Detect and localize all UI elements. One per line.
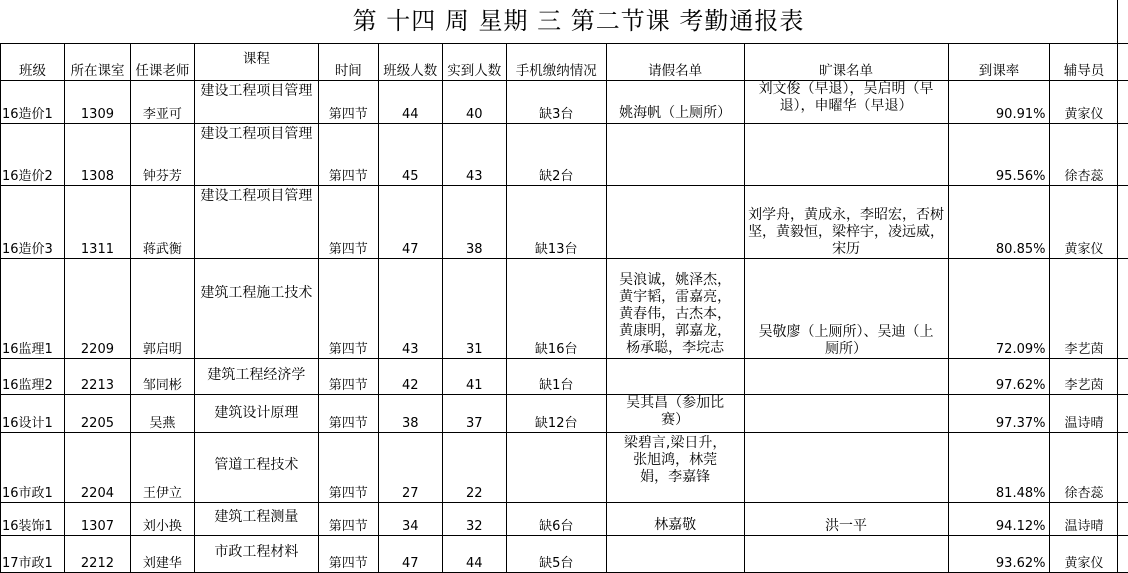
cell-time: 第四节: [318, 394, 378, 432]
cell-rate: 93.62%: [948, 535, 1050, 572]
cell-class: 16装饰1: [1, 502, 65, 535]
table-row: [1, 502, 1128, 535]
blank-cell: [1118, 258, 1128, 358]
cell-time: 第四节: [318, 358, 378, 394]
cell-phones: 缺1台: [506, 358, 606, 394]
cell-enrolled: 43: [378, 258, 442, 358]
cell-counselor: 黄家仪: [1050, 80, 1118, 123]
cell-leave: [606, 535, 744, 572]
cell-absent: 刘学舟，黄成永，李昭宏，否树坚，黄毅恒，梁梓宇，凌远威，宋历: [744, 185, 948, 258]
cell-course: 建筑设计原理: [194, 394, 318, 432]
cell-rate: 97.62%: [948, 358, 1050, 394]
cell-leave: [606, 185, 744, 258]
header-rate: 到课率: [948, 43, 1050, 80]
cell-course: 市政工程材料: [194, 535, 318, 572]
cell-rate: 72.09%: [948, 258, 1050, 358]
cell-time: 第四节: [318, 432, 378, 502]
cell-enrolled: 34: [378, 502, 442, 535]
blank-cell: [1118, 185, 1128, 258]
table-row: [1, 123, 1128, 185]
cell-counselor: 李艺茵: [1050, 258, 1118, 358]
header-counselor: 辅导员: [1050, 43, 1118, 80]
header-present: 实到人数: [442, 43, 506, 80]
cell-counselor: 黄家仪: [1050, 535, 1118, 572]
blank-cell: [1118, 43, 1128, 80]
cell-rate: 81.48%: [948, 432, 1050, 502]
blank-cell: [1118, 432, 1128, 502]
cell-teacher: 刘建华: [130, 535, 194, 572]
cell-teacher: 蒋武衡: [130, 185, 194, 258]
cell-phones: 缺16台: [506, 258, 606, 358]
cell-course: 建筑工程施工技术: [194, 258, 318, 358]
cell-phones: [506, 432, 606, 502]
cell-enrolled: 47: [378, 185, 442, 258]
cell-phones: 缺13台: [506, 185, 606, 258]
cell-leave: 吴其昌（参加比赛）: [606, 394, 744, 432]
cell-class: 16设计1: [1, 394, 65, 432]
table-row: [1, 432, 1128, 502]
cell-teacher: 王伊立: [130, 432, 194, 502]
cell-teacher: 李亚可: [130, 80, 194, 123]
blank-cell: [1118, 0, 1128, 43]
table-row: [1, 80, 1128, 123]
cell-leave: [606, 123, 744, 185]
cell-absent: [744, 123, 948, 185]
cell-time: 第四节: [318, 535, 378, 572]
cell-room: 2213: [64, 358, 130, 394]
cell-absent: [744, 432, 948, 502]
cell-counselor: 徐杏蕊: [1050, 123, 1118, 185]
cell-counselor: 温诗晴: [1050, 394, 1118, 432]
cell-counselor: 黄家仪: [1050, 185, 1118, 258]
cell-leave: [606, 358, 744, 394]
cell-course: 管道工程技术: [194, 432, 318, 502]
cell-time: 第四节: [318, 123, 378, 185]
header-time: 时间: [318, 43, 378, 80]
cell-absent: [744, 358, 948, 394]
cell-room: 1307: [64, 502, 130, 535]
cell-enrolled: 45: [378, 123, 442, 185]
cell-teacher: 邹同彬: [130, 358, 194, 394]
cell-class: 16监理2: [1, 358, 65, 394]
cell-course: 建筑工程测量: [194, 502, 318, 535]
cell-present: 41: [442, 358, 506, 394]
cell-room: 2204: [64, 432, 130, 502]
cell-phones: 缺3台: [506, 80, 606, 123]
cell-leave: 吴浪诚，姚泽杰，黄宇韬，雷嘉亮，黄春伟，古杰本，黄康明，郭嘉龙，杨承聪，李垸志: [606, 258, 744, 358]
table-row: [1, 185, 1128, 258]
cell-teacher: 刘小换: [130, 502, 194, 535]
header-absent: 旷课名单: [744, 43, 948, 80]
cell-phones: 缺5台: [506, 535, 606, 572]
cell-enrolled: 42: [378, 358, 442, 394]
cell-course: 建设工程项目管理: [194, 80, 318, 123]
header-teacher: 任课老师: [130, 43, 194, 80]
cell-rate: 90.91%: [948, 80, 1050, 123]
cell-present: 43: [442, 123, 506, 185]
cell-present: 32: [442, 502, 506, 535]
table-row: [1, 535, 1128, 572]
blank-cell: [1118, 394, 1128, 432]
cell-enrolled: 47: [378, 535, 442, 572]
table-row: [1, 394, 1128, 432]
cell-course: 建设工程项目管理: [194, 185, 318, 258]
cell-present: 40: [442, 80, 506, 123]
cell-room: 1308: [64, 123, 130, 185]
cell-course: 建筑工程经济学: [194, 358, 318, 394]
cell-teacher: 郭启明: [130, 258, 194, 358]
blank-cell: [1118, 358, 1128, 394]
cell-phones: 缺12台: [506, 394, 606, 432]
cell-class: 16造价1: [1, 80, 65, 123]
header-row: [1, 43, 1128, 80]
blank-cell: [1118, 502, 1128, 535]
cell-present: 31: [442, 258, 506, 358]
cell-time: 第四节: [318, 80, 378, 123]
cell-absent: [744, 394, 948, 432]
cell-room: 2209: [64, 258, 130, 358]
header-leave: 请假名单: [606, 43, 744, 80]
cell-phones: 缺6台: [506, 502, 606, 535]
cell-class: 16市政1: [1, 432, 65, 502]
blank-cell: [1118, 535, 1128, 572]
table-row: [1, 358, 1128, 394]
cell-counselor: 温诗晴: [1050, 502, 1118, 535]
cell-absent: 洪一平: [744, 502, 948, 535]
header-class: 班级: [1, 43, 65, 80]
cell-phones: 缺2台: [506, 123, 606, 185]
header-room: 所在课室: [64, 43, 130, 80]
header-course: 课程: [194, 43, 318, 80]
cell-enrolled: 38: [378, 394, 442, 432]
cell-rate: 95.56%: [948, 123, 1050, 185]
cell-present: 44: [442, 535, 506, 572]
cell-class: 16造价3: [1, 185, 65, 258]
cell-class: 16造价2: [1, 123, 65, 185]
cell-room: 2205: [64, 394, 130, 432]
cell-counselor: 徐杏蕊: [1050, 432, 1118, 502]
cell-present: 37: [442, 394, 506, 432]
cell-enrolled: 27: [378, 432, 442, 502]
page-title: 第 十四 周 星期 三 第二节课 考勤通报表: [1, 0, 1118, 43]
cell-time: 第四节: [318, 185, 378, 258]
cell-present: 22: [442, 432, 506, 502]
cell-absent: 吴敬廖（上厕所）、吴迪（上厕所）: [744, 258, 948, 358]
cell-rate: 97.37%: [948, 394, 1050, 432]
header-enrolled: 班级人数: [378, 43, 442, 80]
cell-room: 1311: [64, 185, 130, 258]
cell-counselor: 李艺茵: [1050, 358, 1118, 394]
cell-absent: 刘文俊（早退），吴启明（早退），申曜华（早退）: [744, 80, 948, 123]
cell-teacher: 钟芬芳: [130, 123, 194, 185]
cell-leave: 林嘉敬: [606, 502, 744, 535]
cell-leave: 姚海帆（上厕所）: [606, 80, 744, 123]
cell-absent: [744, 535, 948, 572]
cell-course: 建设工程项目管理: [194, 123, 318, 185]
table-row: [1, 258, 1128, 358]
cell-room: 2212: [64, 535, 130, 572]
cell-rate: 94.12%: [948, 502, 1050, 535]
cell-rate: 80.85%: [948, 185, 1050, 258]
cell-class: 16监理1: [1, 258, 65, 358]
blank-cell: [1118, 80, 1128, 123]
cell-teacher: 吴燕: [130, 394, 194, 432]
cell-room: 1309: [64, 80, 130, 123]
cell-leave: 梁碧言,梁日升，张旭鸿，林莞娟，李嘉锋: [606, 432, 744, 502]
header-phones: 手机缴纳情况: [506, 43, 606, 80]
cell-time: 第四节: [318, 258, 378, 358]
cell-present: 38: [442, 185, 506, 258]
blank-cell: [1118, 123, 1128, 185]
cell-time: 第四节: [318, 502, 378, 535]
cell-enrolled: 44: [378, 80, 442, 123]
cell-class: 17市政1: [1, 535, 65, 572]
